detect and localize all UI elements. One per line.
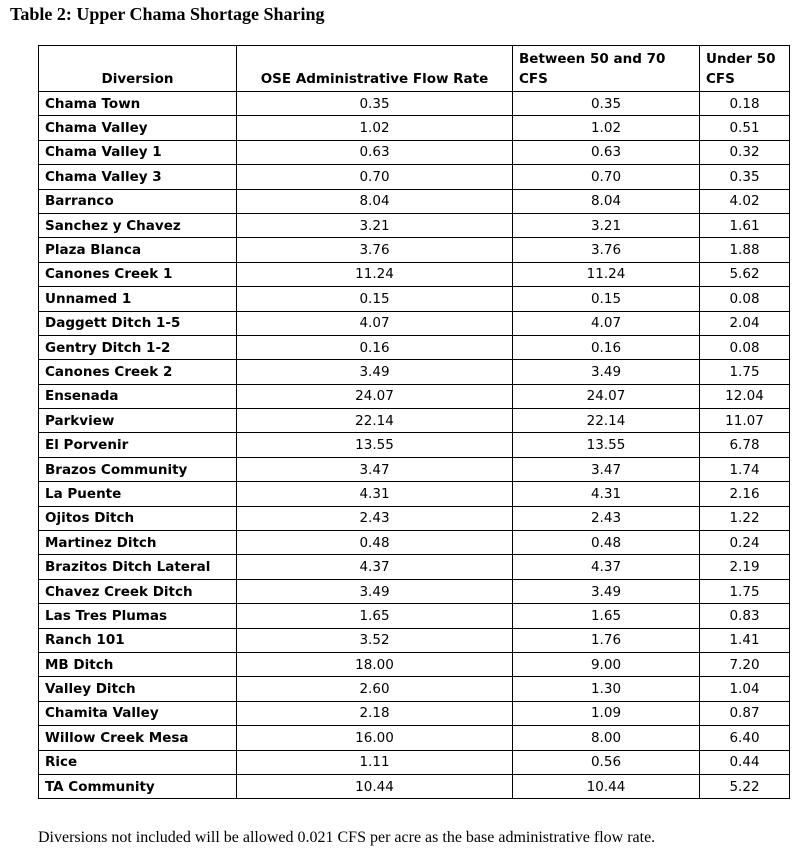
between-50-70-cell: 3.76 [513,238,700,262]
under-50-cell: 12.04 [700,384,790,408]
under-50-cell: 1.74 [700,457,790,481]
under-50-cell: 0.24 [700,531,790,555]
ose-flow-rate-cell: 3.21 [237,213,513,237]
diversion-name-cell: TA Community [39,774,237,798]
between-50-70-cell: 24.07 [513,384,700,408]
table-row [39,579,790,603]
table-row [39,189,790,213]
between-50-70-cell: 4.31 [513,482,700,506]
ose-flow-rate-cell: 22.14 [237,409,513,433]
under-50-cell: 6.78 [700,433,790,457]
between-50-70-cell: 1.65 [513,604,700,628]
diversion-name-cell: Barranco [39,189,237,213]
diversion-name-cell: Chama Town [39,92,237,116]
table-row [39,604,790,628]
diversion-name-cell: Daggett Ditch 1-5 [39,311,237,335]
under-50-cell: 1.61 [700,213,790,237]
diversion-name-cell: Parkview [39,409,237,433]
under-50-cell: 0.18 [700,92,790,116]
ose-flow-rate-cell: 24.07 [237,384,513,408]
under-50-cell: 0.35 [700,165,790,189]
diversion-name-cell: MB Ditch [39,652,237,676]
diversion-name-cell: Valley Ditch [39,677,237,701]
table-row [39,92,790,116]
ose-flow-rate-cell: 3.76 [237,238,513,262]
diversion-name-cell: El Porvenir [39,433,237,457]
between-50-70-cell: 3.21 [513,213,700,237]
under-50-cell: 0.83 [700,604,790,628]
table-row [39,335,790,359]
table-row [39,457,790,481]
table-row [39,774,790,798]
between-50-70-cell: 10.44 [513,774,700,798]
diversion-name-cell: Chama Valley 3 [39,165,237,189]
table-row [39,750,790,774]
under-50-cell: 1.75 [700,579,790,603]
under-50-cell: 5.62 [700,262,790,286]
diversion-name-cell: Willow Creek Mesa [39,726,237,750]
under-50-cell: 2.04 [700,311,790,335]
table-row [39,238,790,262]
header-row [39,46,790,92]
ose-flow-rate-cell: 4.37 [237,555,513,579]
under-50-cell: 2.16 [700,482,790,506]
ose-flow-rate-cell: 1.65 [237,604,513,628]
between-50-70-cell: 1.76 [513,628,700,652]
between-50-70-cell: 0.63 [513,140,700,164]
ose-flow-rate-cell: 11.24 [237,262,513,286]
between-50-70-cell: 0.35 [513,92,700,116]
diversion-name-cell: Martinez Ditch [39,531,237,555]
shortage-sharing-table [38,45,790,799]
diversion-name-cell: Canones Creek 2 [39,360,237,384]
table-row [39,652,790,676]
ose-flow-rate-cell: 0.15 [237,287,513,311]
between-50-70-cell: 0.70 [513,165,700,189]
between-50-70-cell: 13.55 [513,433,700,457]
diversion-name-cell: Chama Valley 1 [39,140,237,164]
ose-flow-rate-cell: 0.48 [237,531,513,555]
table-row [39,116,790,140]
between-50-70-cell: 11.24 [513,262,700,286]
ose-flow-rate-cell: 8.04 [237,189,513,213]
under-50-cell: 1.22 [700,506,790,530]
between-50-70-cell: 3.47 [513,457,700,481]
between-50-70-cell: 4.07 [513,311,700,335]
under-50-cell: 1.41 [700,628,790,652]
between-50-70-cell: 8.00 [513,726,700,750]
under-50-cell: 0.32 [700,140,790,164]
ose-flow-rate-cell: 2.60 [237,677,513,701]
between-50-70-cell: 1.02 [513,116,700,140]
table-row [39,482,790,506]
table-row [39,506,790,530]
diversion-name-cell: Chavez Creek Ditch [39,579,237,603]
under-50-cell: 0.51 [700,116,790,140]
table-row [39,701,790,725]
ose-flow-rate-cell: 1.02 [237,116,513,140]
ose-flow-rate-cell: 3.49 [237,360,513,384]
ose-flow-rate-cell: 13.55 [237,433,513,457]
under-50-cell: 4.02 [700,189,790,213]
between-50-70-cell: 0.56 [513,750,700,774]
ose-flow-rate-cell: 18.00 [237,652,513,676]
diversion-name-cell: La Puente [39,482,237,506]
table-row [39,531,790,555]
ose-flow-rate-cell: 2.18 [237,701,513,725]
under-50-cell: 0.87 [700,701,790,725]
table-row [39,311,790,335]
between-50-70-cell: 8.04 [513,189,700,213]
ose-flow-rate-cell: 10.44 [237,774,513,798]
under-50-cell: 0.08 [700,287,790,311]
ose-flow-rate-cell: 3.47 [237,457,513,481]
table-row [39,628,790,652]
diversion-name-cell: Las Tres Plumas [39,604,237,628]
between-50-70-cell: 2.43 [513,506,700,530]
diversion-name-cell: Ensenada [39,384,237,408]
under-50-cell: 1.88 [700,238,790,262]
table-row [39,409,790,433]
diversion-name-cell: Sanchez y Chavez [39,213,237,237]
between-50-70-cell: 9.00 [513,652,700,676]
column-header-between-50-70: Between 50 and 70 CFS [513,46,700,92]
table-row [39,555,790,579]
column-header-under-50: Under 50 CFS [700,46,790,92]
ose-flow-rate-cell: 3.52 [237,628,513,652]
ose-flow-rate-cell: 4.31 [237,482,513,506]
diversion-name-cell: Brazitos Ditch Lateral [39,555,237,579]
column-header-ose-flow-rate: OSE Administrative Flow Rate [237,46,513,92]
table-row [39,384,790,408]
ose-flow-rate-cell: 1.11 [237,750,513,774]
table-row [39,677,790,701]
footnote: Diversions not included will be allowed 0.021 CFS per acre as the base administrative flow rate. [38,829,656,846]
diversion-name-cell: Ranch 101 [39,628,237,652]
under-50-cell: 5.22 [700,774,790,798]
between-50-70-cell: 0.15 [513,287,700,311]
diversion-name-cell: Ojitos Ditch [39,506,237,530]
table-row [39,726,790,750]
diversion-name-cell: Chamita Valley [39,701,237,725]
between-50-70-cell: 0.48 [513,531,700,555]
table-row [39,360,790,384]
between-50-70-cell: 3.49 [513,579,700,603]
diversion-name-cell: Rice [39,750,237,774]
table-row [39,213,790,237]
diversion-name-cell: Canones Creek 1 [39,262,237,286]
diversion-name-cell: Gentry Ditch 1-2 [39,335,237,359]
between-50-70-cell: 0.16 [513,335,700,359]
table-row [39,262,790,286]
under-50-cell: 0.08 [700,335,790,359]
under-50-cell: 7.20 [700,652,790,676]
between-50-70-cell: 4.37 [513,555,700,579]
under-50-cell: 1.04 [700,677,790,701]
between-50-70-cell: 1.30 [513,677,700,701]
table-row [39,140,790,164]
between-50-70-cell: 22.14 [513,409,700,433]
under-50-cell: 0.44 [700,750,790,774]
under-50-cell: 2.19 [700,555,790,579]
ose-flow-rate-cell: 0.16 [237,335,513,359]
column-header-diversion: Diversion [39,46,237,92]
ose-flow-rate-cell: 4.07 [237,311,513,335]
diversion-name-cell: Unnamed 1 [39,287,237,311]
ose-flow-rate-cell: 0.63 [237,140,513,164]
ose-flow-rate-cell: 16.00 [237,726,513,750]
ose-flow-rate-cell: 3.49 [237,579,513,603]
ose-flow-rate-cell: 0.70 [237,165,513,189]
under-50-cell: 11.07 [700,409,790,433]
diversion-name-cell: Chama Valley [39,116,237,140]
ose-flow-rate-cell: 0.35 [237,92,513,116]
table-row [39,287,790,311]
table-row [39,165,790,189]
between-50-70-cell: 3.49 [513,360,700,384]
ose-flow-rate-cell: 2.43 [237,506,513,530]
under-50-cell: 6.40 [700,726,790,750]
table-row [39,433,790,457]
diversion-name-cell: Brazos Community [39,457,237,481]
between-50-70-cell: 1.09 [513,701,700,725]
under-50-cell: 1.75 [700,360,790,384]
table-title: Table 2: Upper Chama Shortage Sharing [10,4,325,24]
diversion-name-cell: Plaza Blanca [39,238,237,262]
